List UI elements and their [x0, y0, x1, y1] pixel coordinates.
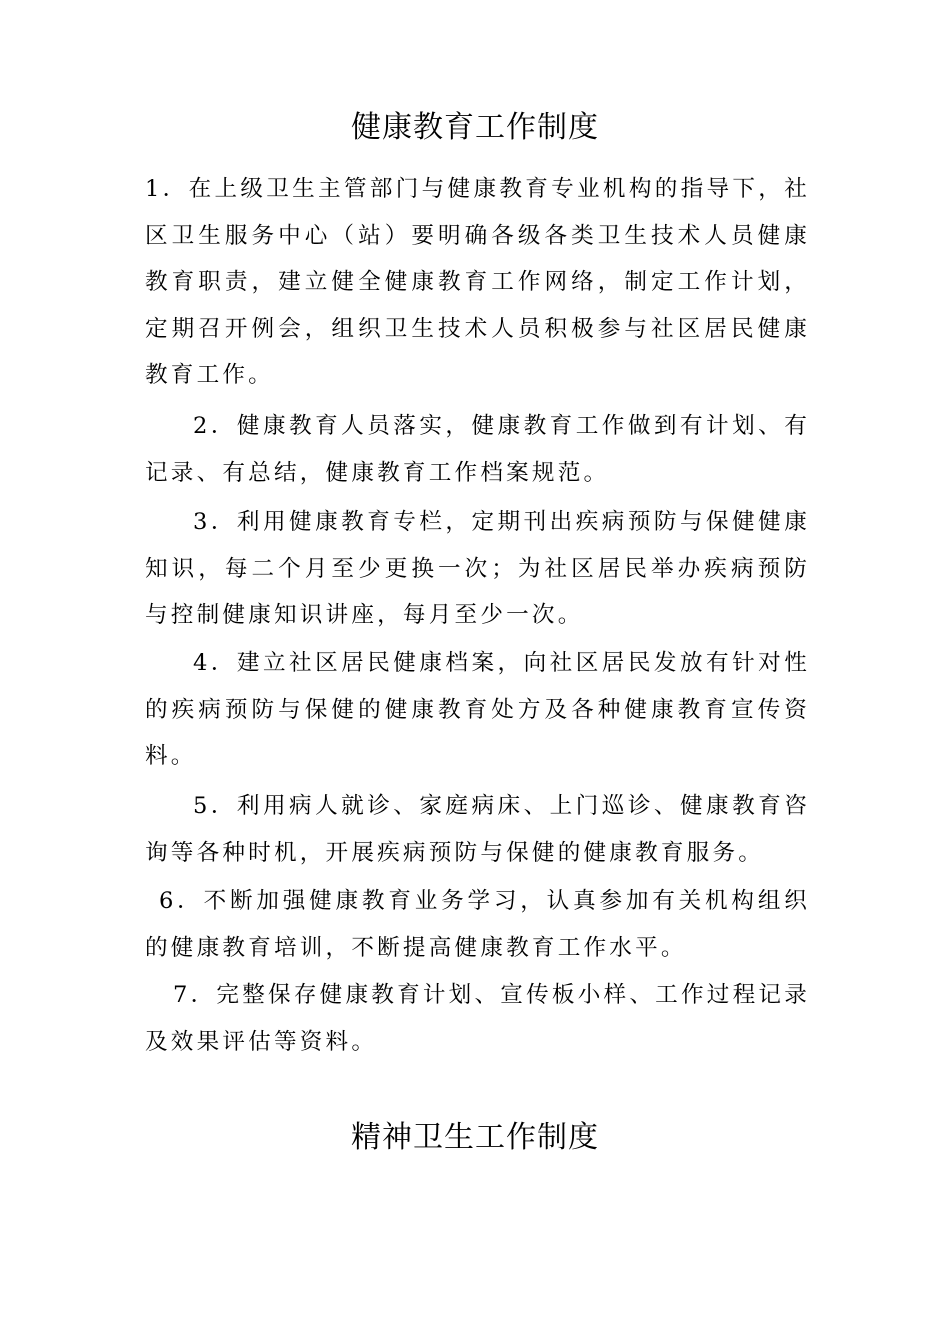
rule-paragraph-7: 7．完整保存健康教育计划、宣传板小样、工作过程记录及效果评估等资料。 [145, 982, 810, 1055]
rule-paragraph-4: 4．建立社区居民健康档案，向社区居民发放有针对性的疾病预防与保健的健康教育处方及各种健康教育宣传资料。 [145, 650, 810, 769]
rule-paragraph-1: 1．在上级卫生主管部门与健康教育专业机构的指导下，社区卫生服务中心（站）要明确各级各类卫生技术人员健康教育职责，建立健全健康教育工作网络，制定工作计划，定期召开例会，组织卫生技术人员积极参与社区居民健康教育工作。 [145, 176, 810, 388]
rule-paragraph-3: 3．利用健康教育专栏，定期刊出疾病预防与保健健康知识，每二个月至少更换一次；为社区居民举办疾病预防与控制健康知识讲座，每月至少一次。 [145, 509, 810, 628]
rule-paragraph-2: 2．健康教育人员落实，健康教育工作做到有计划、有记录、有总结，健康教育工作档案规范。 [145, 413, 810, 486]
document-title: 健康教育工作制度 [351, 110, 599, 145]
section-title: 精神卫生工作制度 [351, 1120, 599, 1155]
rule-paragraph-5: 5．利用病人就诊、家庭病床、上门巡诊、健康教育咨询等各种时机，开展疾病预防与保健的健康教育服务。 [145, 793, 810, 866]
rule-paragraph-6: 6．不断加强健康教育业务学习，认真参加有关机构组织的健康教育培训，不断提高健康教育工作水平。 [145, 888, 810, 961]
